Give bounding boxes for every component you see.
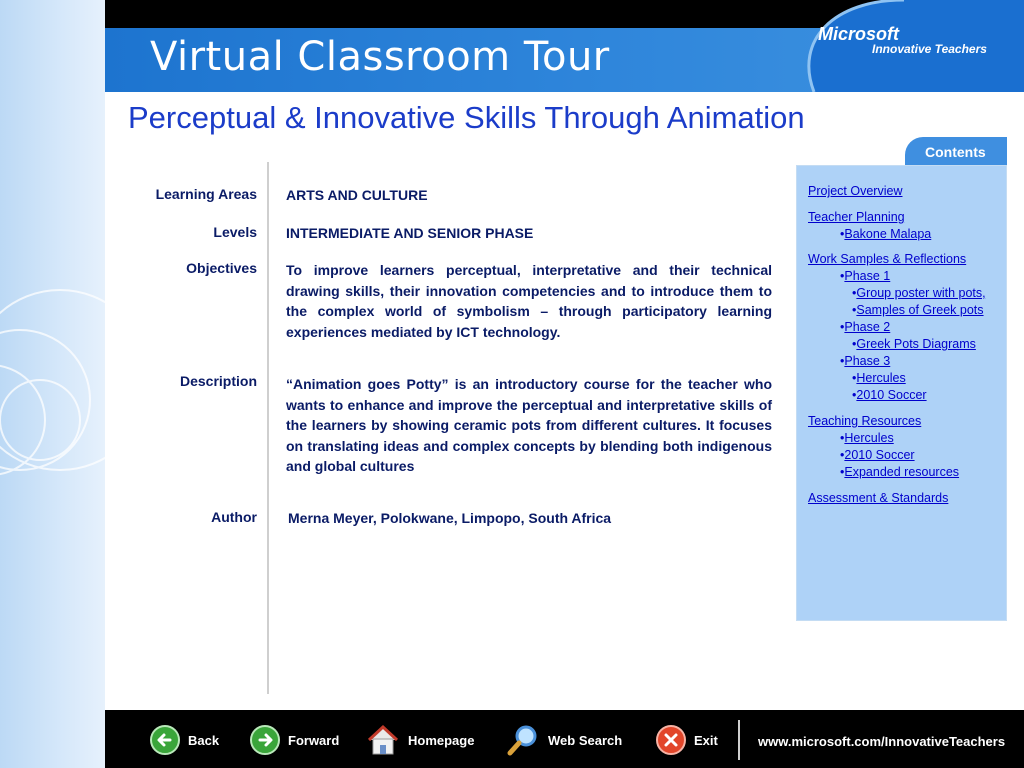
toc-phase-3 [840, 354, 890, 368]
toc-samples-greek-pots [852, 303, 984, 317]
back-arrow-icon [150, 725, 180, 755]
toc-link[interactable]: Phase 2 [844, 320, 891, 334]
toc-link[interactable]: 2010 Soccer [844, 448, 915, 462]
toc-work-samples [808, 252, 966, 266]
toc-link[interactable]: 2010 Soccer [856, 388, 927, 402]
circles-decoration-icon [0, 0, 105, 768]
page-title: Perceptual & Innovative Skills Through Animation [128, 100, 805, 135]
bullet: • [840, 448, 845, 462]
magnifier-icon [506, 724, 540, 756]
toc-teacher-planning [808, 210, 905, 224]
bullet: • [852, 388, 857, 402]
forward-arrow-icon [250, 725, 280, 755]
toc-greek-pots-diagrams [852, 337, 976, 351]
toc-2010-soccer [852, 388, 927, 402]
contents-tab-label: Contents [925, 144, 986, 160]
web-search-button[interactable] [506, 722, 622, 758]
exit-button[interactable] [656, 722, 718, 758]
toc-expanded-resources [840, 465, 959, 479]
description-label: Description [179, 373, 257, 389]
toc-link[interactable]: Assessment & Standards [808, 491, 949, 505]
bullet: • [840, 320, 845, 334]
bullet: • [852, 371, 857, 385]
bullet: • [840, 227, 845, 241]
contents-tab [905, 137, 1007, 165]
objectives-value: To improve learners perceptual, interpretative and their technical drawing skills, their innovation competencies and to introduce them to the complex world of symbolism – through participatory learning experiences mediated by ICT technology. [286, 262, 772, 340]
back-button[interactable] [150, 722, 219, 758]
toc-link[interactable]: Group poster with pots, [856, 286, 986, 300]
nav-separator [738, 720, 740, 760]
toc-link[interactable]: Teacher Planning [808, 210, 905, 224]
objectives-label: Objectives [186, 260, 257, 276]
site-url-link[interactable]: www.microsoft.com/InnovativeTeachers [758, 734, 1006, 749]
homepage-label: Homepage [408, 732, 475, 748]
bullet: • [852, 303, 857, 317]
toc-project-overview [808, 184, 902, 198]
exit-x-icon [656, 725, 686, 755]
toc-link[interactable]: Phase 1 [844, 269, 891, 283]
levels-value: INTERMEDIATE AND SENIOR PHASE [286, 225, 534, 241]
web-search-label: Web Search [548, 732, 623, 748]
author-value: Merna Meyer, Polokwane, Limpopo, South Africa [288, 510, 612, 526]
levels-label: Levels [213, 224, 257, 240]
toc-group-poster [852, 286, 986, 300]
toc-phase-1 [840, 269, 890, 283]
toc-link[interactable]: Samples of Greek pots [856, 303, 984, 317]
house-icon [366, 724, 400, 756]
toc-phase-2 [840, 320, 890, 334]
toc-link[interactable]: Teaching Resources [808, 414, 922, 428]
back-label: Back [188, 732, 220, 748]
toc-hercules [852, 371, 906, 385]
toc-resources-hercules [840, 431, 894, 445]
toc-link[interactable]: Work Samples & Reflections [808, 252, 967, 266]
toc-link[interactable]: Bakone Malapa [844, 227, 932, 241]
homepage-button[interactable] [366, 722, 474, 758]
toc-bakone-malapa [840, 227, 931, 241]
banner-title: Virtual Classroom Tour [150, 34, 610, 80]
learning-areas-value: ARTS AND CULTURE [286, 187, 428, 203]
bullet: • [840, 354, 845, 368]
left-decor-strip [0, 0, 105, 768]
bullet: • [840, 431, 845, 445]
forward-label: Forward [288, 732, 340, 748]
toc-link[interactable]: Phase 3 [844, 354, 891, 368]
column-divider [267, 162, 269, 694]
toc-link[interactable]: Project Overview [808, 184, 903, 198]
bullet: • [852, 286, 857, 300]
toc-link[interactable]: Hercules [844, 431, 894, 445]
microsoft-logo: Microsoft [818, 24, 899, 44]
toc-link[interactable]: Greek Pots Diagrams [856, 337, 976, 351]
toc-resources-2010-soccer [840, 448, 915, 462]
bullet: • [840, 269, 845, 283]
innovative-teachers-label: Innovative Teachers [872, 42, 987, 56]
forward-button[interactable] [250, 722, 339, 758]
bullet: • [852, 337, 857, 351]
bullet: • [840, 465, 845, 479]
exit-label: Exit [694, 732, 718, 748]
learning-areas-label: Learning Areas [155, 186, 257, 202]
description-value: “Animation goes Potty” is an introductory course for the teacher who wants to enhance and improve the perceptual and interpretative skills of the learners by showing ceramic pots from different cultures. It focuses on translating ideas and complex concepts by blending both indigenous and global cultures [286, 376, 772, 475]
toc-teaching-resources [808, 414, 921, 428]
toc-assessment-standards [808, 491, 948, 505]
author-label: Author [211, 509, 257, 525]
toc-link[interactable]: Expanded resources [844, 465, 960, 479]
toc-link[interactable]: Hercules [856, 371, 906, 385]
